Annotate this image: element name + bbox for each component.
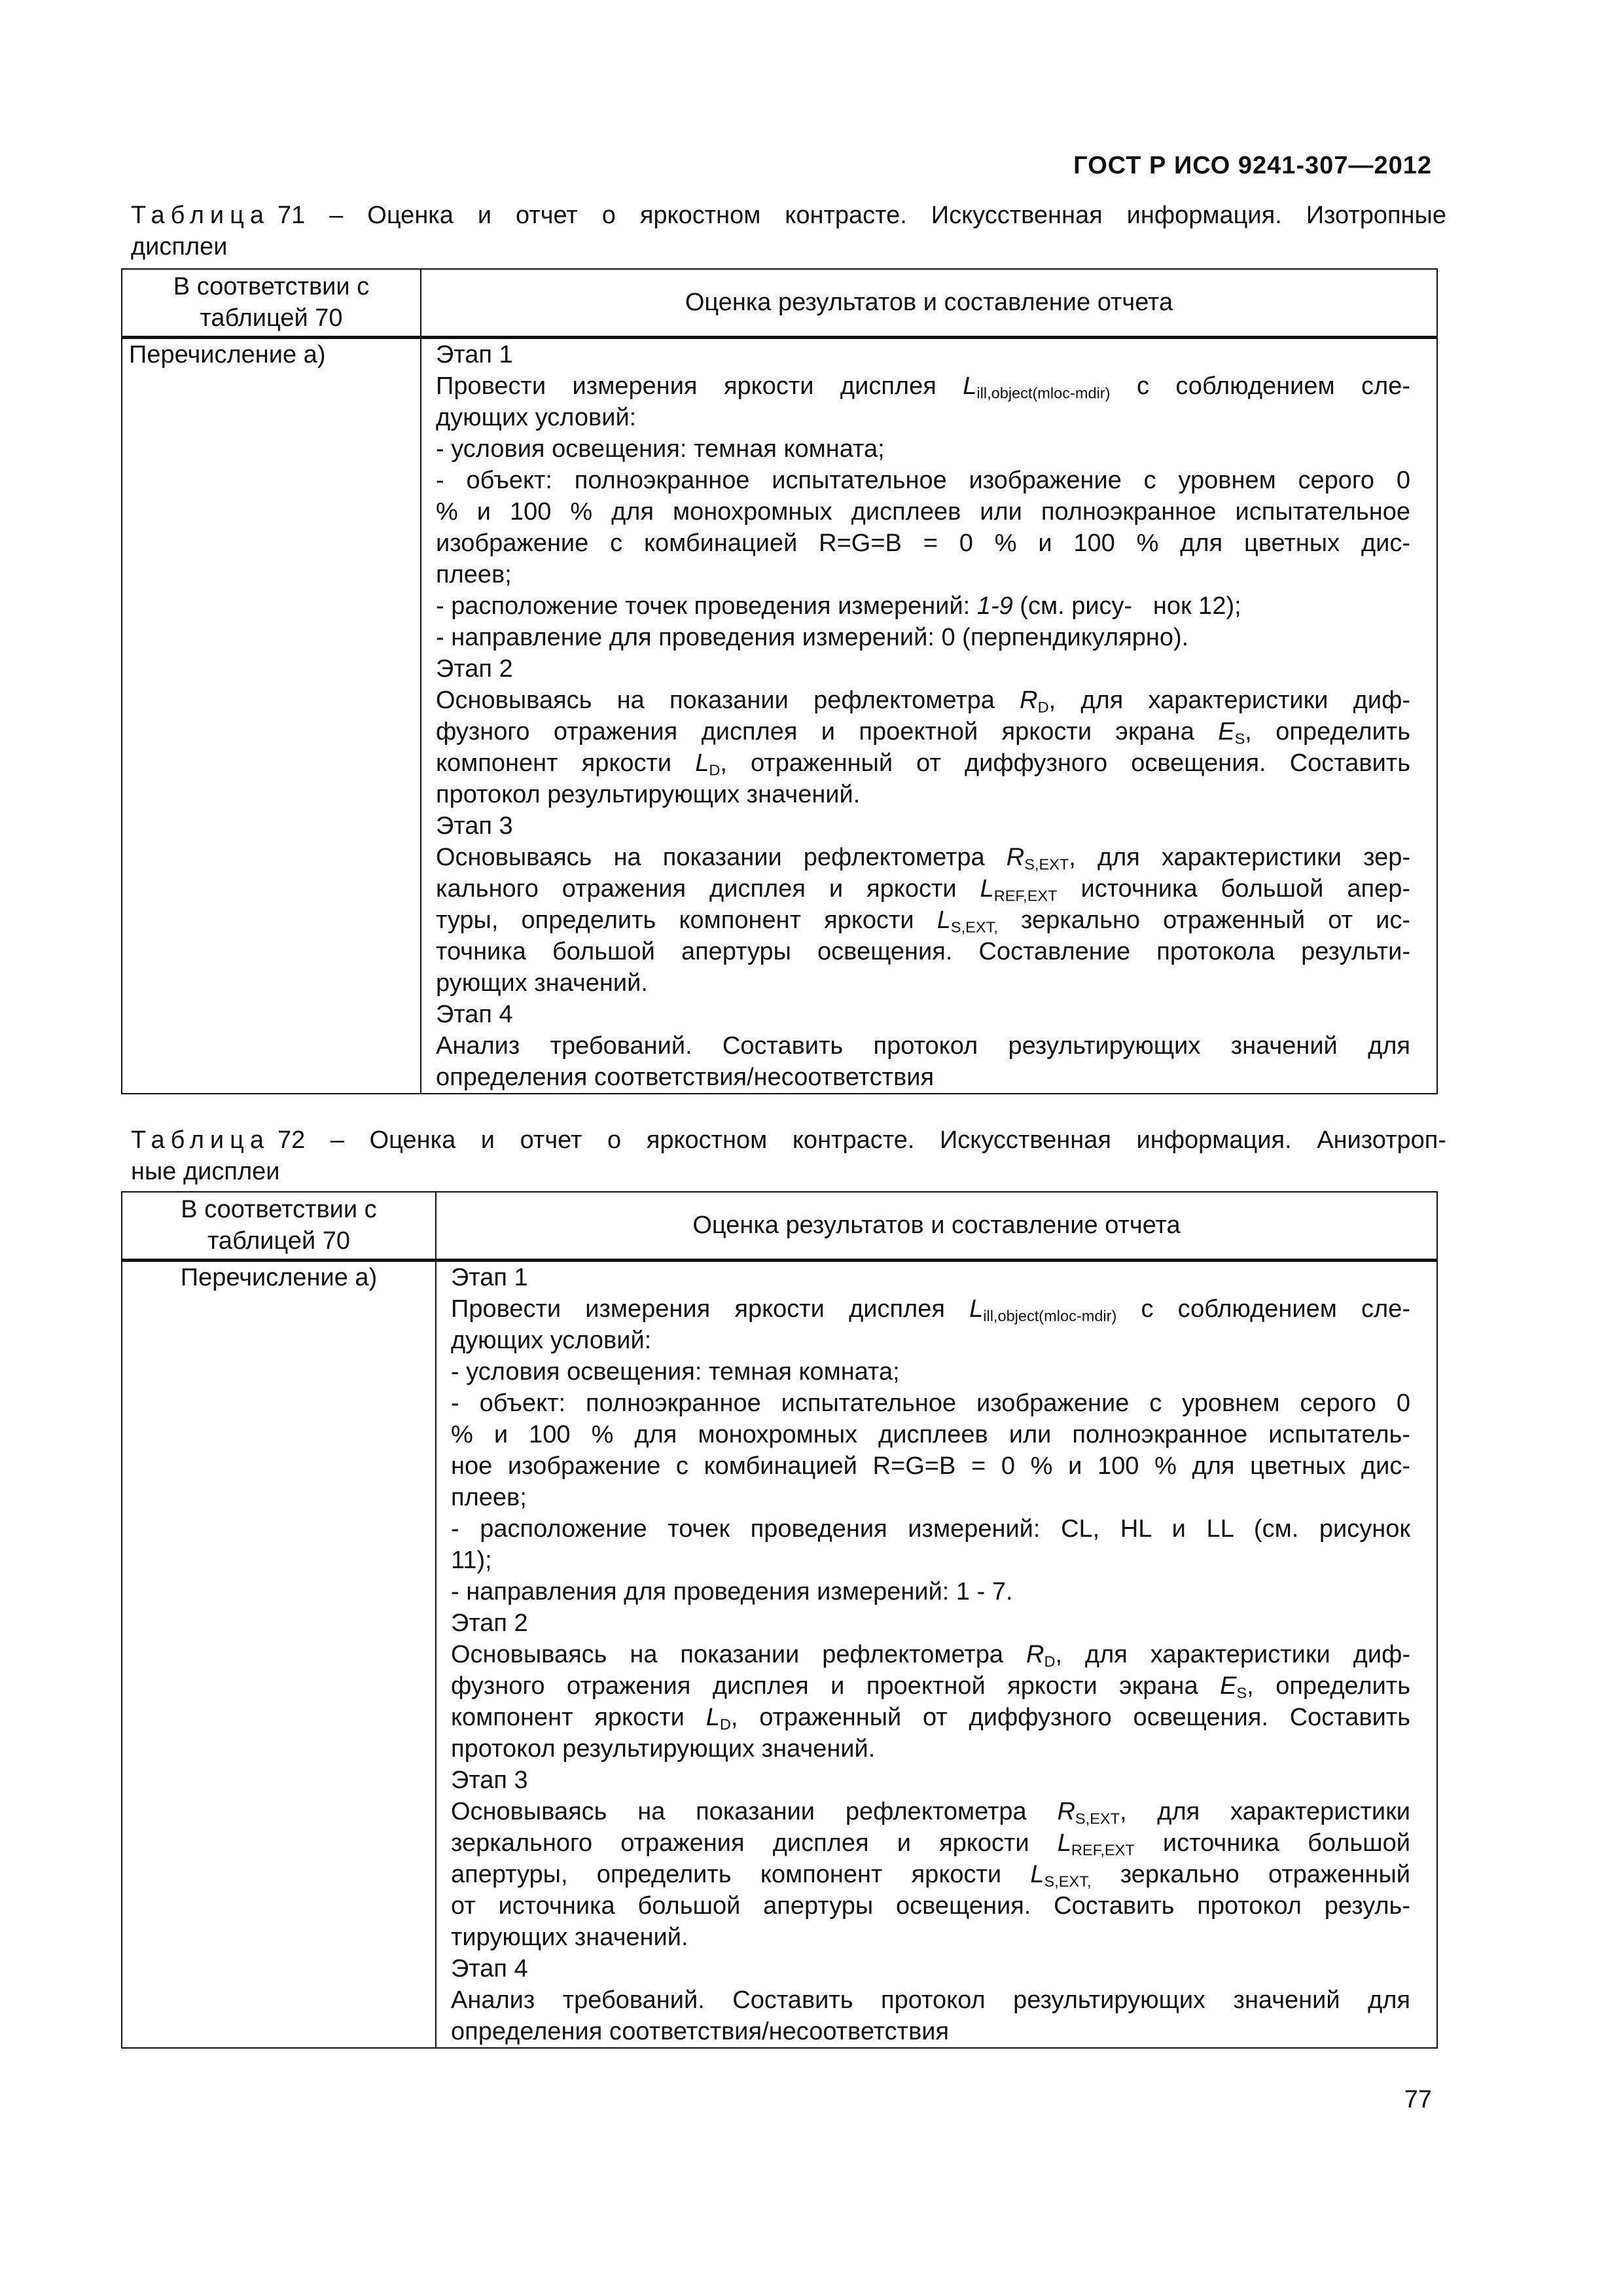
stage-2-line: протокол результирующих значений. — [436, 780, 861, 808]
stage-3-title: Этап 3 — [436, 812, 513, 840]
table-72-caption-prefix: Таблица — [131, 1126, 270, 1154]
stage-3-line: кального отражения дисплея и яркости $L_{REF,EXT}$ источника большой апер- — [436, 874, 1410, 905]
table-72-header-row — [122, 1192, 1437, 1260]
table-71-header-row — [122, 269, 1437, 337]
stage-2-line: Основываясь на показании рефлектометра $R_D$, для характеристики диф- — [436, 686, 1411, 716]
table-71-row — [122, 337, 1437, 1094]
stage-1-line: дующих условий: — [436, 403, 637, 431]
stage-1-line: 11); — [451, 1546, 492, 1574]
stage-1-line: - расположение точек проведения измерений: 1-9 (см. рису- нок 12); — [436, 592, 1241, 620]
table-71-col2-header: Оценка результатов и составление отчета — [421, 269, 1437, 337]
table-72-caption-line2: ные дисплеи — [131, 1158, 280, 1185]
stage-2-line: компонент яркости $L_D$, отраженный от диффузного освещения. Составить — [451, 1703, 1411, 1733]
stage-3-line: зеркального отражения дисплея и яркости $L_{REF,EXT}$ источника большой — [451, 1829, 1411, 1859]
table-71-caption-text: 71 – Оценка и отчет о яркостном контрасте. Искусственная информация. Изотропные — [277, 202, 1446, 229]
stage-4-line: Анализ требований. Составить протокол результирующих значений для — [451, 1986, 1410, 2014]
stage-2-line: фузного отражения дисплея и проектной яркости экрана $E_S$, определить — [436, 717, 1411, 747]
col1-header-line1: В соответствии с — [173, 273, 370, 301]
stage-2-line: Основываясь на показании рефлектометра $R_D$, для характеристики диф- — [451, 1640, 1411, 1670]
stage-2-line: компонент яркости $L_D$, отраженный от диффузного освещения. Составить — [436, 749, 1410, 779]
stage-1-line: Провести измерения яркости дисплея $L_{ill,object(mloc-mdir)}$ с соблюдением сле- — [451, 1295, 1410, 1325]
stage-3-line: апертуры, определить компонент яркости $L_{S,EXT,}$ зеркально отраженный — [451, 1860, 1410, 1890]
stage-3-line: тирующих значений. — [451, 1923, 688, 1951]
stage-1-line: плеев; — [436, 560, 512, 588]
stage-1-line: плеев; — [451, 1483, 527, 1511]
table-71-caption — [131, 200, 1446, 262]
stage-2-title: Этап 2 — [451, 1609, 528, 1637]
table-72-row-content — [436, 1260, 1437, 2048]
page-number: 77 — [1404, 2086, 1432, 2113]
table-72-col1-header — [122, 1192, 436, 1260]
stage-3-line: рующих значений. — [436, 969, 648, 997]
stage-3-title: Этап 3 — [451, 1766, 528, 1794]
table-72-col2-header: Оценка результатов и составление отчета — [436, 1192, 1437, 1260]
table-72-caption — [131, 1124, 1446, 1187]
stage-1-line: - расположение точек проведения измерений: CL, HL и LL (см. рисунок — [451, 1515, 1410, 1543]
col1-header-line2: таблицей 70 — [207, 1227, 351, 1255]
table-71-caption-line2: дисплеи — [131, 233, 228, 260]
table-72-row-label: Перечисление а) — [122, 1260, 436, 2048]
stage-4-line: определения соответствия/несоответствия — [451, 2017, 950, 2045]
stage-4-title: Этап 4 — [436, 1000, 513, 1028]
table-72-row — [122, 1260, 1437, 2048]
stage-3-line: от источника большой апертуры освещения. Составить протокол резуль- — [451, 1892, 1410, 1920]
stage-1-line: - направление для проведения измерений: 0 (перпендикулярно). — [436, 623, 1189, 651]
table-71 — [121, 268, 1438, 1094]
stage-1-line: Провести измерения яркости дисплея $L_{ill,object(mloc-mdir)}$ с соблюдением сле- — [436, 372, 1411, 402]
table-72-caption-text: 72 – Оценка и отчет о яркостном контрасте. Искусственная информация. Анизотроп- — [277, 1126, 1446, 1154]
stage-3-line: точника большой апертуры освещения. Составление протокола результи- — [436, 937, 1410, 965]
stage-2-title: Этап 2 — [436, 655, 513, 683]
stage-1-line: - объект: полноэкранное испытательное изображение с уровнем серого 0 — [451, 1389, 1410, 1417]
stage-2-line: фузного отражения дисплея и проектной яркости экрана $E_S$, определить — [451, 1672, 1411, 1702]
stage-1-line: - объект: полноэкранное испытательное изображение с уровнем серого 0 — [436, 466, 1410, 494]
stage-4-line: определения соответствия/несоответствия — [436, 1063, 935, 1091]
stage-1-line: ное изображение с комбинацией R=G=B = 0 % и 100 % для цветных дис- — [451, 1452, 1410, 1480]
table-72 — [121, 1191, 1438, 2049]
stage-2-line: протокол результирующих значений. — [451, 1734, 876, 1763]
stage-3-line: Основываясь на показании рефлектометра $R_{S,EXT}$, для характеристики — [451, 1797, 1410, 1827]
stage-1-line: % и 100 % для монохромных дисплеев или полноэкранное испытательное — [436, 497, 1410, 526]
stage-1-title: Этап 1 — [436, 340, 513, 368]
document-header: ГОСТ Р ИСО 9241-307—2012 — [1073, 152, 1432, 179]
stage-1-line: % и 100 % для монохромных дисплеев или полноэкранное испытатель- — [451, 1420, 1410, 1448]
table-71-row-label: Перечисление а) — [122, 337, 421, 1094]
stage-1-line: - направления для проведения измерений: 1 - 7. — [451, 1577, 1013, 1605]
col1-header-line2: таблицей 70 — [200, 304, 343, 332]
stage-1-line: - условия освещения: темная комната; — [436, 435, 885, 463]
stage-1-title: Этап 1 — [451, 1263, 528, 1291]
table-71-caption-prefix: Таблица — [131, 202, 270, 229]
stage-1-line: - условия освещения: темная комната; — [451, 1357, 900, 1386]
stage-4-title: Этап 4 — [451, 1954, 528, 1982]
stage-4-line: Анализ требований. Составить протокол результирующих значений для — [436, 1031, 1410, 1060]
stage-3-line: туры, определить компонент яркости $L_{S,EXT,}$ зеркально отраженный от ис- — [436, 906, 1410, 936]
stage-1-line: изображение с комбинацией R=G=B = 0 % и 100 % для цветных дис- — [436, 529, 1411, 557]
table-71-row-content — [421, 337, 1437, 1094]
stage-1-line: дующих условий: — [451, 1326, 652, 1354]
table-71-col1-header — [122, 269, 421, 337]
col1-header-line1: В соответствии с — [181, 1196, 377, 1224]
stage-3-line: Основываясь на показании рефлектометра $R_{S,EXT}$, для характеристики зер- — [436, 843, 1410, 873]
